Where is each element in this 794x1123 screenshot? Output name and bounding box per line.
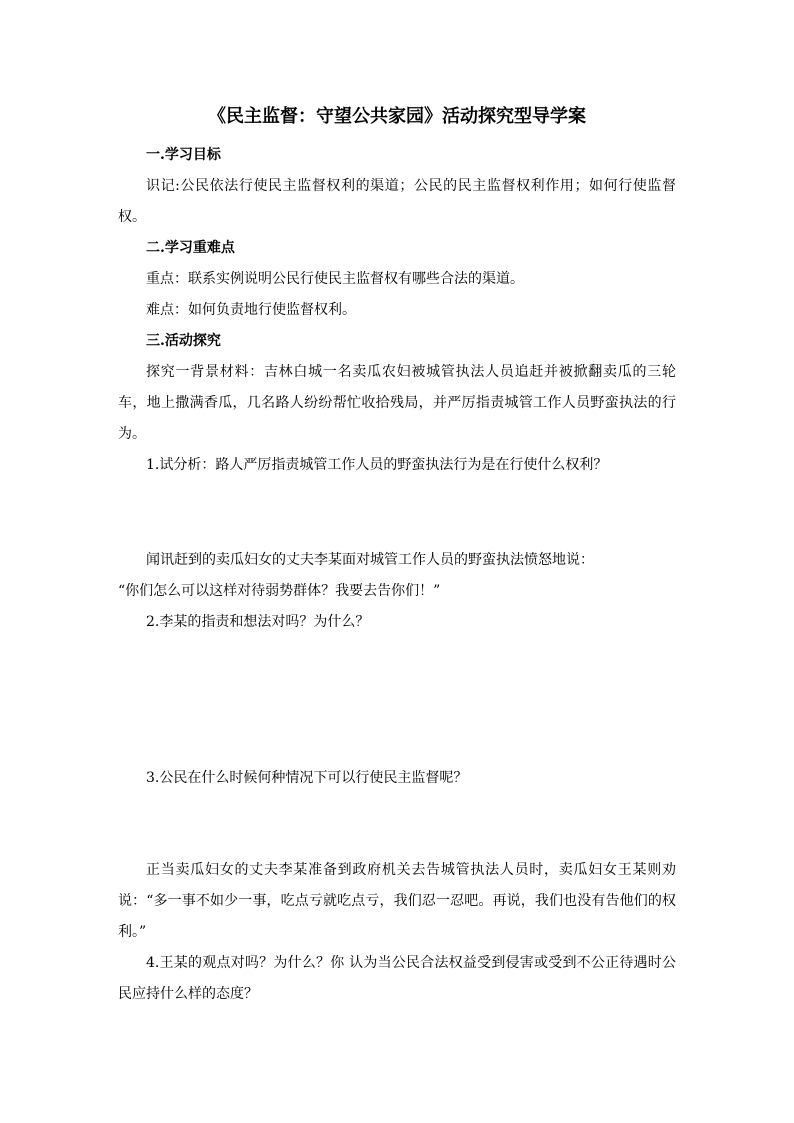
- quote-li: “你们怎么可以这样对待弱势群体？我要去告你们！”: [118, 583, 441, 599]
- question-2: 2.李某的指责和想法对吗？为什么？: [146, 614, 370, 630]
- question-4: 4.王某的观点对吗？为什么？你 认为当公民合法权益受到侵害或受到不公正待遇时公民应持什么样的态度？: [118, 955, 676, 1002]
- paragraph-background-material: 探究一背景材料：吉林白城一名卖瓜农妇被城管执法人员追赶并被掀翻卖瓜的三轮车，地上撒满香瓜，几名路人纷纷帮忙收拾残局，并严厉指责城管工作人员野蛮执法的行为。: [118, 364, 676, 442]
- paragraph-material-2: 闻讯赶到的卖瓜妇女的丈夫李某面对城管工作人员的野蛮执法愤怒地说：: [146, 552, 594, 568]
- document-page: [118, 0, 676, 1123]
- paragraph-goals: 识记:公民依法行使民主监督权利的渠道；公民的民主监督权利作用；如何行使监督权。: [118, 178, 676, 225]
- paragraph-key-point: 重点：联系实例说明公民行使民主监督权有哪些合法的渠道。: [146, 271, 524, 287]
- paragraph-difficulty: 难点：如何负责地行使监督权利。: [146, 302, 356, 318]
- section-heading-goals: 一.学习目标: [146, 147, 221, 163]
- question-3: 3.公民在什么时候何种情况下可以行使民主监督呢？: [146, 770, 468, 786]
- question-1: 1.试分析：路人严厉指责城管工作人员的野蛮执法行为是在行使什么权利？: [146, 457, 608, 473]
- section-heading-activity: 三.活动探究: [146, 333, 221, 349]
- section-heading-key-points: 二.学习重难点: [146, 240, 235, 256]
- paragraph-material-3: 正当卖瓜妇女的丈夫李某准备到政府机关去告城管执法人员时，卖瓜妇女王某则劝说：“多一事不如少一事，吃点亏就吃点亏，我们忍一忍吧。再说，我们也没有告他们的权利。”: [118, 862, 676, 940]
- document-title: 《民主监督：守望公共家园》活动探究型导学案: [208, 106, 586, 127]
